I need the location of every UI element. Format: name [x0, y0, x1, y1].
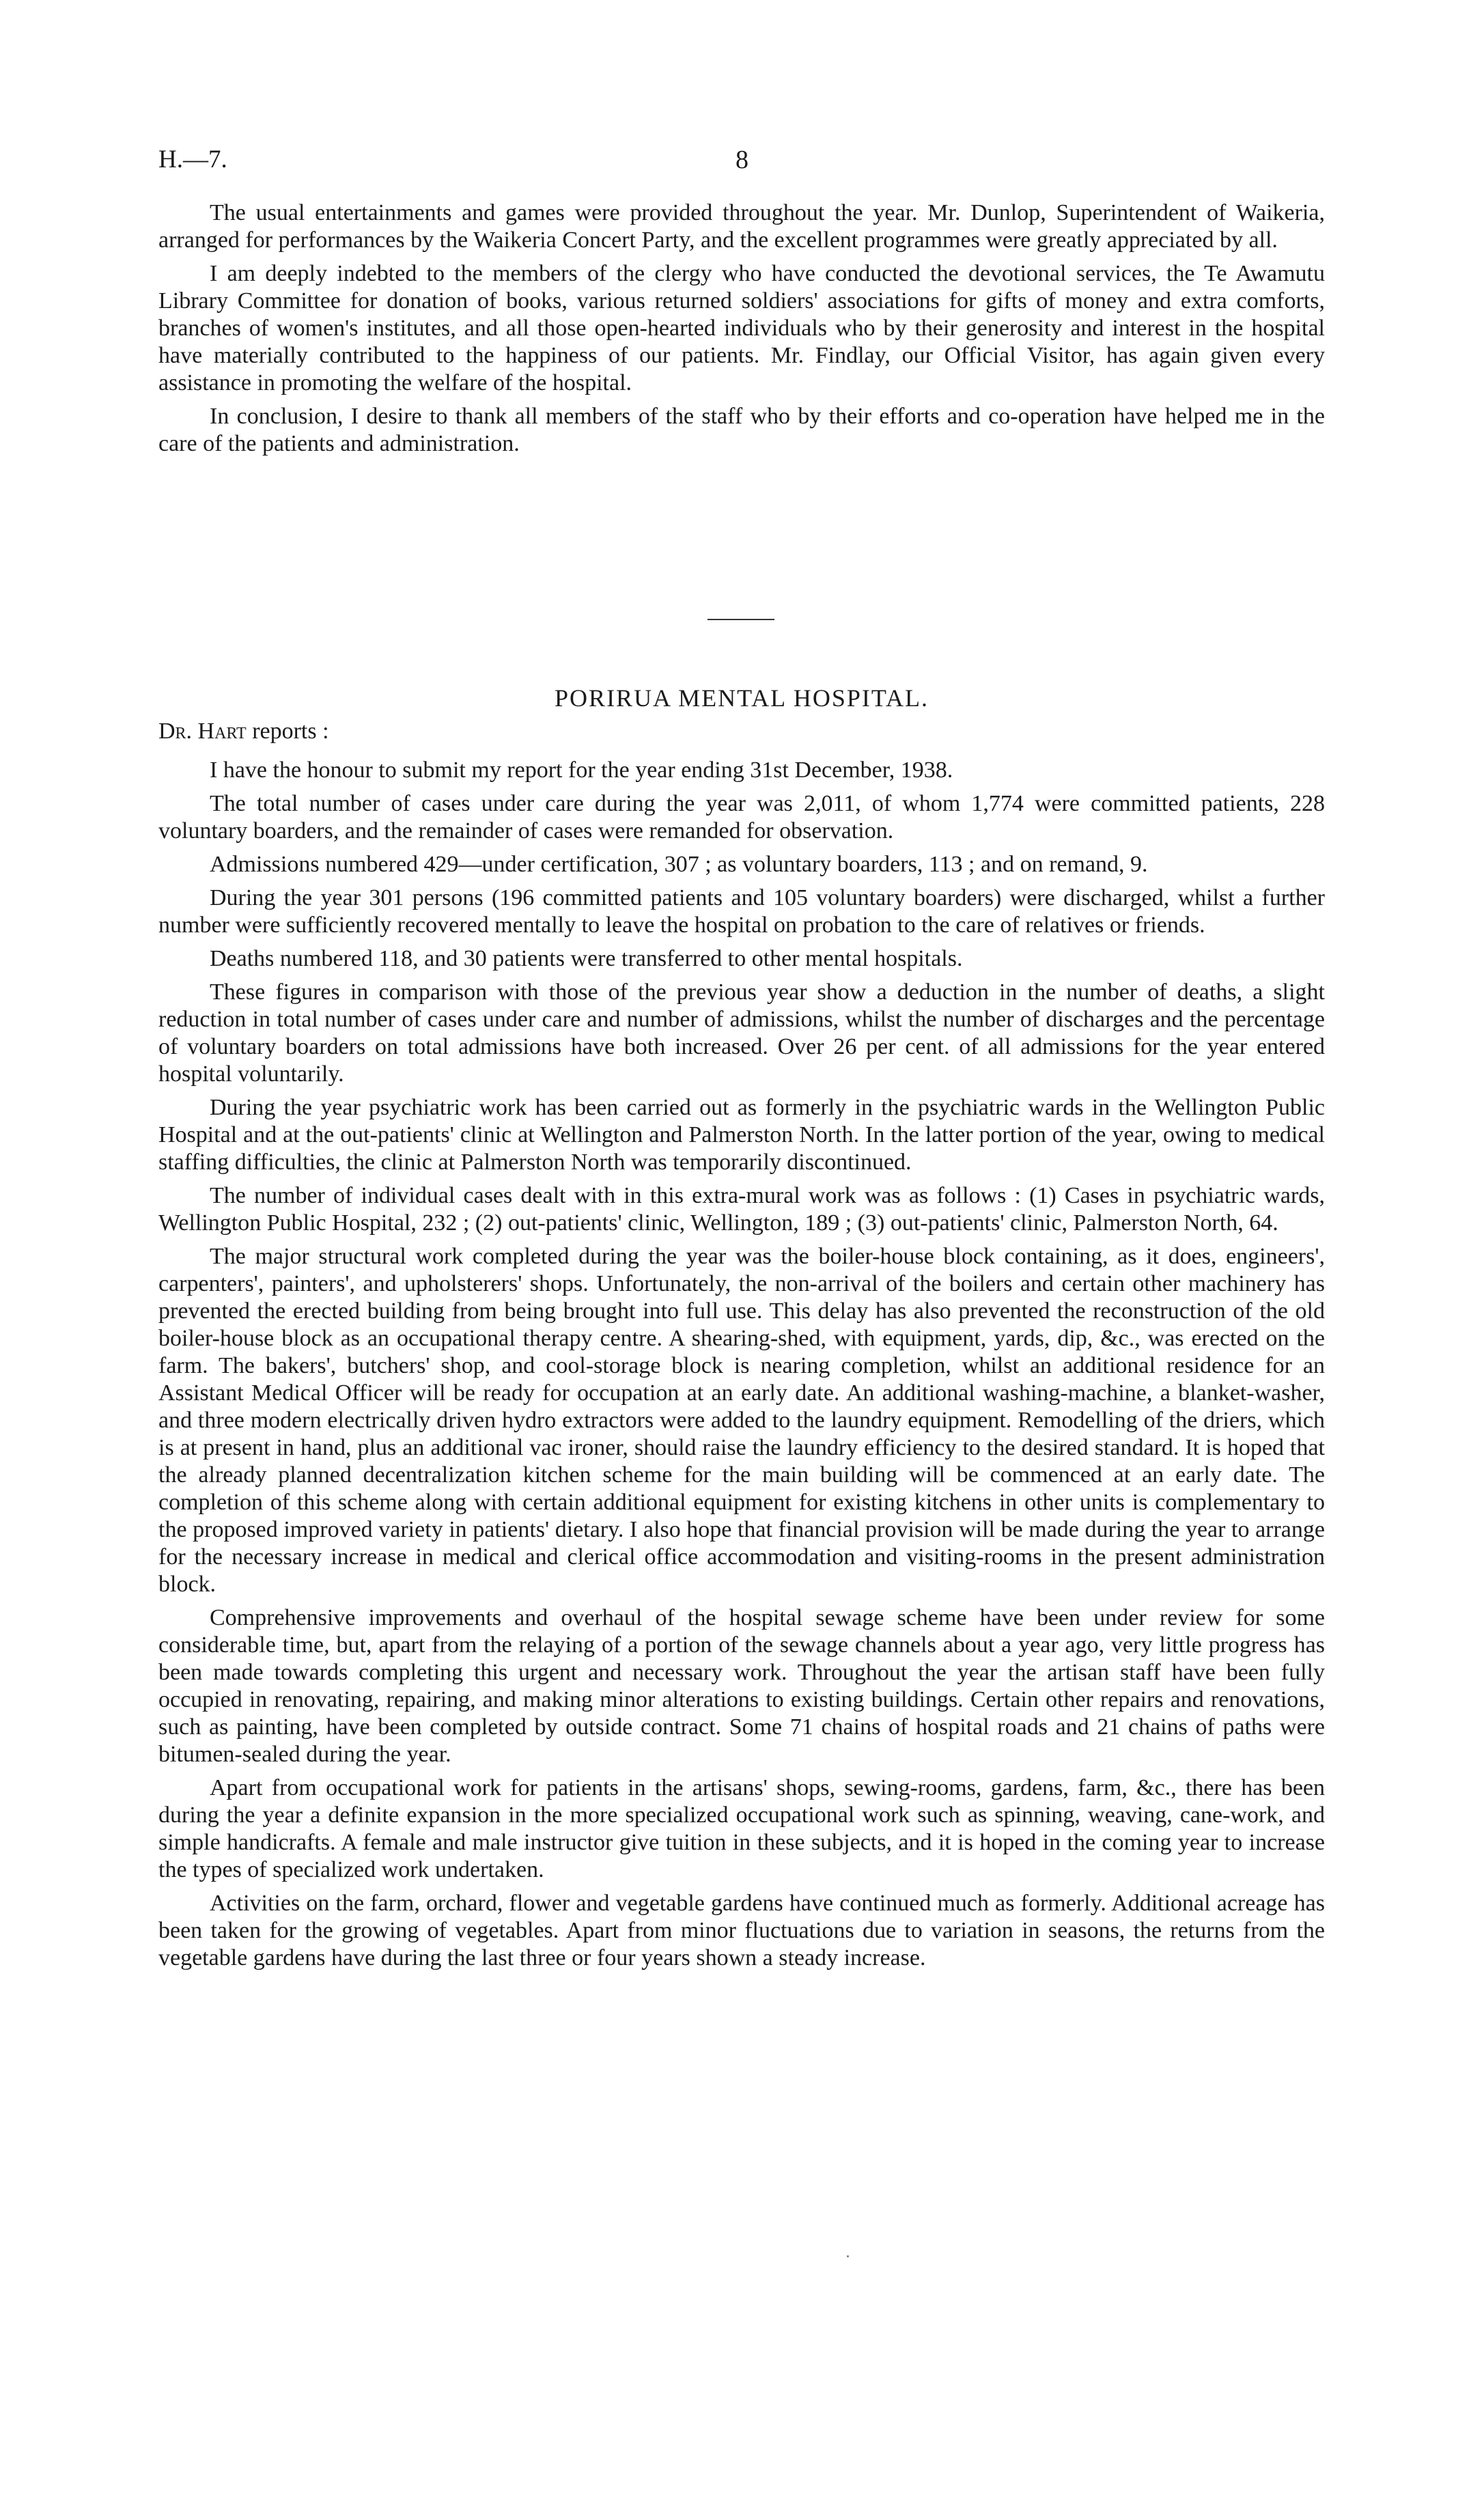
document-code: H.—7. — [158, 145, 227, 173]
porirua-report-body — [158, 757, 1325, 1978]
paragraph: Admissions numbered 429—under certification, 307 ; as voluntary boarders, 113 ; and on remand, 9. — [210, 852, 1148, 877]
paragraph: I have the honour to submit my report for the year ending 31st December, 1938. — [210, 757, 953, 783]
paragraph: Apart from occupational work for patients in the artisans' shops, sewing-rooms, gardens, farm, &c., there has been during the year a definite expansion in the more specialized occupational work such as spinning, weaving, cane-work, and simple handicrafts. A female and male instructor give tuition in these subjects, and it is hoped in the coming year to increase the types of specialized work undertaken. — [158, 1775, 1325, 1882]
paragraph: These figures in comparison with those of the previous year show a deduction in the number of deaths, a slight reduction in total number of cases under care and number of admissions, whilst the number of discharges and the percentage of voluntary boarders on total admissions have both increased. Over 26 per cent. of all admissions for the year entered hospital voluntarily. — [158, 979, 1325, 1087]
paragraph: Deaths numbered 118, and 30 patients were transferred to other mental hospitals. — [210, 946, 963, 971]
waikeria-report-continuation — [158, 199, 1325, 464]
section-divider — [708, 619, 774, 620]
paragraph: During the year psychiatric work has been carried out as formerly in the psychiatric wards in the Wellington Public Hospital and at the out-patients' clinic at Wellington and Palmerston North. In the latter portion of the year, owing to medical staffing difficulties, the clinic at Palmerston North was temporarily discontinued. — [158, 1095, 1325, 1175]
reporter-suffix: reports : — [246, 719, 329, 744]
paragraph: Comprehensive improvements and overhaul of the hospital sewage scheme have been under review for some considerable time, but, apart from the relaying of a portion of the sewage channels about a year ago, very little progress has been made towards completing this urgent and necessary work. Throughout the year the artisan staff have been fully occupied in renovating, repairing, and making minor alterations to existing buildings. Certain other repairs and renovations, such as painting, have been completed by outside contract. Some 71 chains of hospital roads and 21 chains of paths were bitumen-sealed during the year. — [158, 1605, 1325, 1767]
paragraph: Activities on the farm, orchard, flower and vegetable gardens have continued much as formerly. Additional acreage has been taken for the growing of vegetables. Apart from minor fluctuations due to variation in seasons, the returns from the vegetable gardens have during the last three or four years shown a steady increase. — [158, 1891, 1325, 1970]
scan-speck — [847, 2255, 849, 2257]
paragraph: The usual entertainments and games were provided throughout the year. Mr. Dunlop, Superintendent of Waikeria, arranged for performances by the Waikeria Concert Party, and the excellent programmes were greatly appreciated by all. — [158, 200, 1325, 253]
page-number: 8 — [736, 145, 748, 174]
section-heading: PORIRUA MENTAL HOSPITAL. — [555, 684, 929, 712]
page-header — [158, 145, 1326, 186]
paragraph: During the year 301 persons (196 committed patients and 105 voluntary boarders) were discharged, whilst a further number were sufficiently recovered mentally to leave the hospital on probation to the care of relatives or friends. — [158, 885, 1325, 938]
paragraph: I am deeply indebted to the members of the clergy who have conducted the devotional services, the Te Awamutu Library Committee for donation of books, various returned soldiers' associations for gifts of money and extra comforts, branches of women's institutes, and all those open-hearted individuals who by their generosity and interest in the hospital have materially contributed to the happiness of our patients. Mr. Findlay, our Official Visitor, has again given every assistance in promoting the welfare of the hospital. — [158, 261, 1325, 395]
reporter-line — [158, 719, 329, 744]
paragraph: The major structural work completed during the year was the boiler-house block containing, as it does, engineers', carpenters', painters', and upholsterers' shops. Unfortunately, the non-arrival of the boilers and certain other machinery has prevented the erected building from being brought into full use. This delay has also prevented the reconstruction of the old boiler-house block as an occupational therapy centre. A shearing-shed, with equipment, yards, dip, &c., was erected on the farm. The bakers', butchers' shop, and cool-storage block is nearing completion, whilst an additional residence for an Assistant Medical Officer will be ready for occupation at an early date. An additional washing-machine, a blanket-washer, and three modern electrically driven hydro extractors were added to the laundry equipment. Remodelling of the driers, which is at present in hand, plus an additional vac ironer, should raise the laundry efficiency to the desired standard. It is hoped that the already planned decentralization kitchen scheme for the main building will be commenced at an early date. The completion of this scheme along with certain additional equipment for existing kitchens in other units is complementary to the proposed improved variety in patients' dietary. I also hope that financial provision will be made during the year to arrange for the necessary increase in medical and clerical office accommodation and visiting-rooms in the present administration block. — [158, 1244, 1325, 1597]
paragraph: The total number of cases under care during the year was 2,011, of whom 1,774 were committed patients, 228 voluntary boarders, and the remainder of cases were remanded for observation. — [158, 791, 1325, 844]
paragraph: The number of individual cases dealt with in this extra-mural work was as follows : (1) Cases in psychiatric wards, Wellington Public Hospital, 232 ; (2) out-patients' clinic, Wellington, 189 ; (3) out-patients' clinic, Palmerston North, 64. — [158, 1183, 1325, 1236]
reporter-name: Dr. Hart — [158, 719, 247, 744]
paragraph: In conclusion, I desire to thank all members of the staff who by their efforts and co-operation have helped me in the care of the patients and administration. — [158, 404, 1325, 456]
